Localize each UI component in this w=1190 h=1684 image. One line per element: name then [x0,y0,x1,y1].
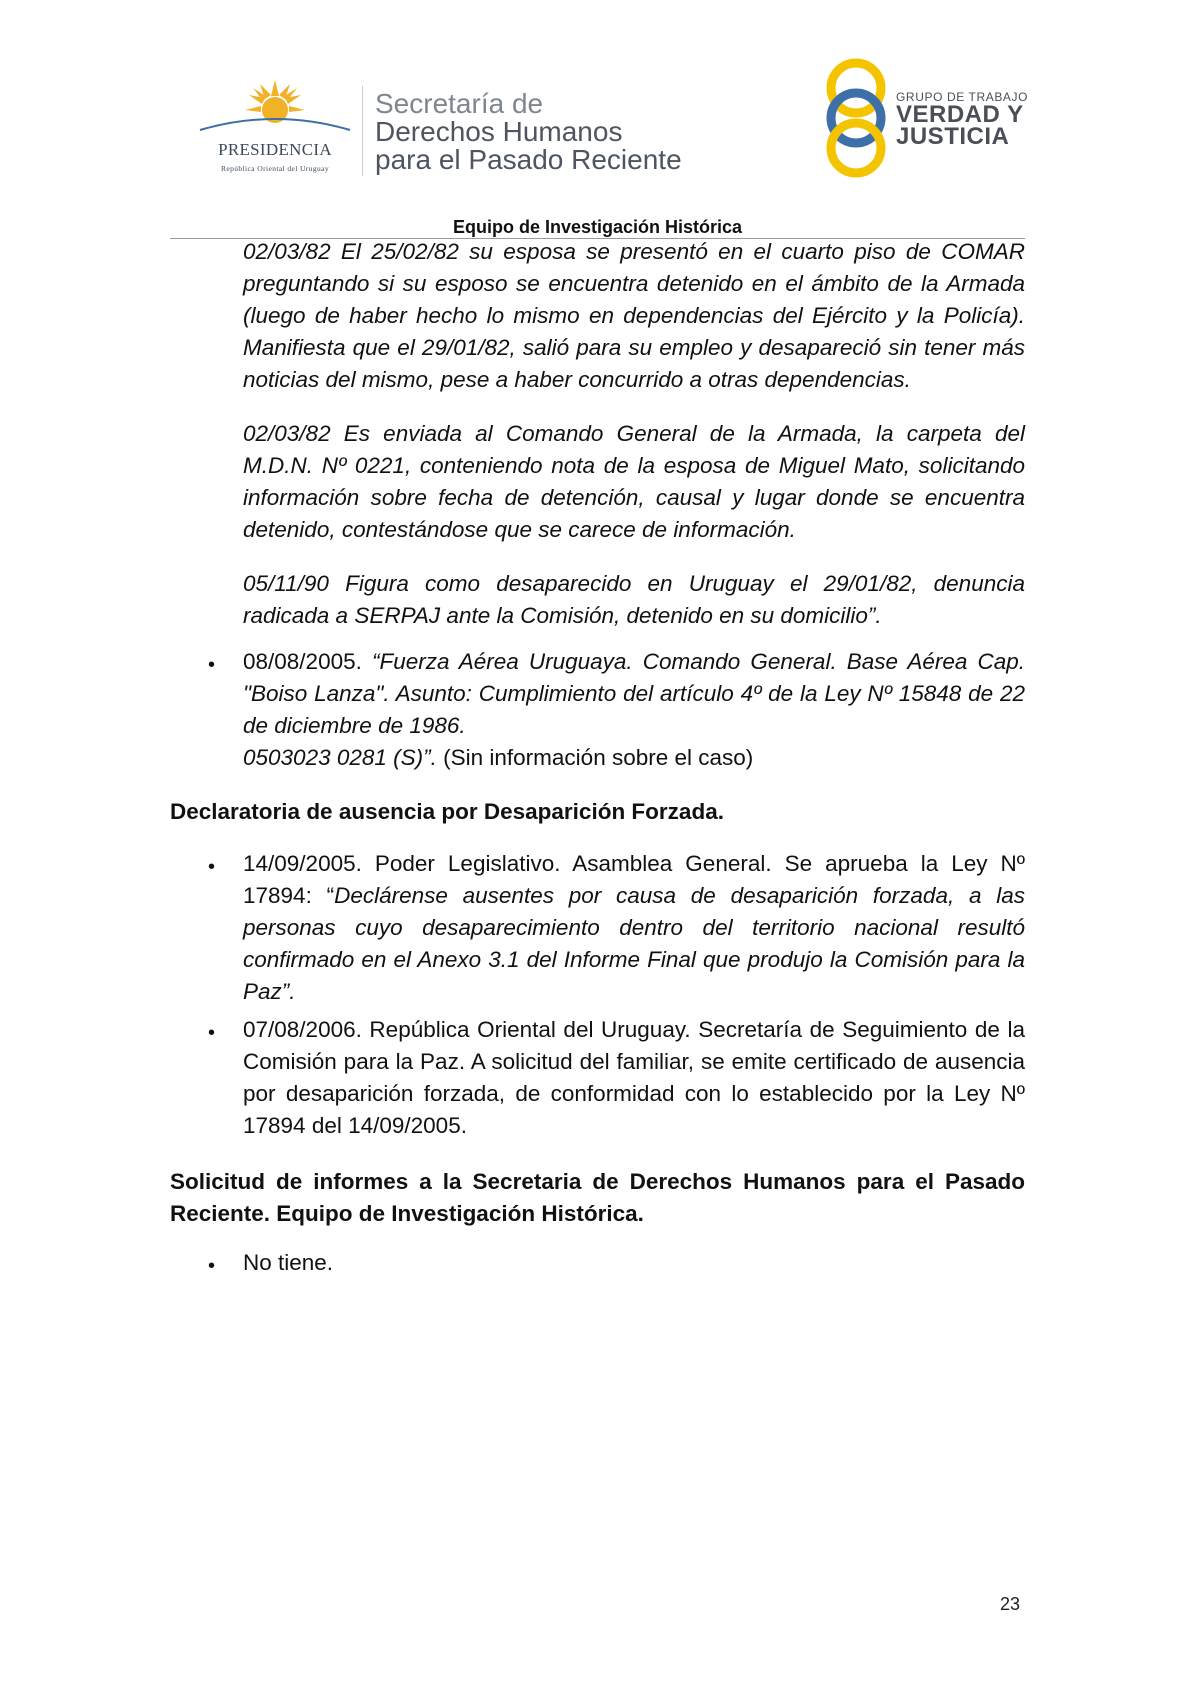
justicia-label: JUSTICIA [896,123,1010,150]
presidencia-name: PRESIDENCIA [218,140,332,159]
secretaria-line-2: Derechos Humanos [375,116,623,147]
interlocking-rings-icon [822,56,894,180]
presidencia-subtitle: República Oriental del Uruguay [220,164,329,173]
heading-declaratoria: Declaratoria de ausencia por Desaparición Forzada. [170,799,724,824]
verdad-label: VERDAD Y [896,101,1024,128]
presidencia-logo [196,78,354,178]
grupo-trabajo-logo [822,56,1032,180]
secretaria-logo [375,90,682,174]
heading-solicitud: Solicitud de informes a la Secretaria de Derechos Humanos para el Pasado Reciente. Equipo de Investigación Histórica. [170,1169,1025,1226]
page-header [0,0,1190,240]
secretaria-line-3: para el Pasado Reciente [375,144,682,175]
bullet-certificado: 07/08/2006. República Oriental del Uruguay. Secretaría de Seguimiento de la Comisión para la Paz. A solicitud del familiar, se emite certificado de ausencia por desaparición forzada, de conformidad con lo establecido por la Ley Nº 17894 del 14/09/2005. [243,1017,1025,1138]
bullet-ley-17894 [243,848,1025,1008]
bullet-marker: • [208,1022,216,1044]
logo-divider [362,86,363,176]
bullet-marker: • [208,654,216,676]
team-header: Equipo de Investigación Histórica [452,217,743,237]
sun-emblem-icon [196,78,354,148]
paragraph-sin-informacion [243,742,1025,774]
paragraph-serpaj: 05/11/90 Figura como desaparecido en Uruguay el 29/01/82, denuncia radicada a SERPAJ ante la Comisión, detenido en su domicilio”. [243,571,1025,628]
bullet-fuerza-aerea-quote: “Fuerza Aérea Uruguaya. Comando General. Base Aérea Cap. "Boiso Lanza". Asunto: Cumplimiento del artículo 4º de la Ley Nº 15848 de 22 de diciembre de 1986. [243,649,1025,738]
page-number: 23 [1000,1594,1021,1614]
secretaria-line-1: Secretaría de [375,88,544,119]
paragraph-comar: 02/03/82 El 25/02/82 su esposa se presentó en el cuarto piso de COMAR preguntando si su esposo se encuentra detenido en el ámbito de la Armada (luego de haber hecho lo mismo en dependencias del Ejército y la Policía). Manifiesta que el 29/01/82, salió para su empleo y desapareció sin tener más noticias del mismo, pese a haber concurrido a otras dependencias. [243,239,1025,392]
expediente-number: 0503023 0281 (S)”. [243,745,437,770]
bullet-ley-quote: Declárense ausentes por causa de desaparición forzada, a las personas cuyo desaparecimiento dentro del territorio nacional resultó confirmado en el Anexo 3.1 del Informe Final que produjo la Comisión para la Paz”. [243,883,1026,1004]
paragraph-carpeta: 02/03/82 Es enviada al Comando General de la Armada, la carpeta del M.D.N. Nº 0221, conteniendo nota de la esposa de Miguel Mato, solicitando información sobre fecha de detención, causal y lugar donde se encuentra detenido, contestándose que se carece de información. [243,421,1025,542]
bullet-fuerza-aerea-date: 08/08/2005. [243,649,372,674]
sin-informacion-note: (Sin información sobre el caso) [436,745,754,770]
bullet-fuerza-aerea [243,646,1025,742]
bullet-marker: • [208,856,216,878]
bullet-ley-text: 14/09/2005. Poder Legislativo. Asamblea General. Se aprueba la Ley Nº 17894: “ [243,851,1025,908]
grupo-trabajo-text [896,90,1028,148]
bullet-marker: • [208,1255,216,1277]
bullet-no-tiene: No tiene. [243,1250,334,1275]
grupo-trabajo-small: GRUPO DE TRABAJO [896,90,1029,104]
